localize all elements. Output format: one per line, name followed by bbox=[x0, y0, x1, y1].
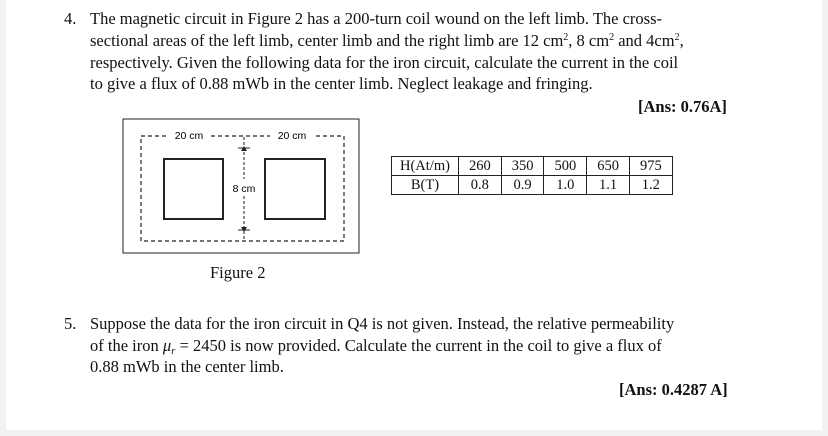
figure-caption: Figure 2 bbox=[210, 263, 266, 282]
right-window bbox=[265, 159, 325, 219]
q4-line2-part-c: and 4cm bbox=[614, 31, 675, 50]
question-4-answer: [Ans: 0.76A] bbox=[638, 97, 727, 116]
table-row-h bbox=[392, 157, 673, 176]
table-cell-b-1: 0.8 bbox=[458, 176, 501, 195]
question-5-line-2 bbox=[90, 336, 662, 357]
superscript-2: 2 bbox=[674, 32, 680, 43]
dim-label-right: 20 cm bbox=[277, 130, 307, 142]
superscript-2: 2 bbox=[609, 32, 615, 43]
mu-subscript: r bbox=[171, 345, 176, 357]
question-4-line-3: respectively. Given the following data for the iron circuit, calculate the current in the coil bbox=[90, 53, 679, 72]
q4-line2-part-d: , bbox=[679, 31, 684, 50]
table-cell-h-1: 260 bbox=[458, 157, 501, 176]
table-cell-h-3: 500 bbox=[544, 157, 587, 176]
q4-line2-part-b: , 8 cm bbox=[568, 31, 610, 50]
question-5-line-1: Suppose the data for the iron circuit in Q4 is not given. Instead, the relative permeability bbox=[90, 314, 675, 333]
bh-data-table bbox=[391, 156, 673, 195]
question-5-answer: [Ans: 0.4287 A] bbox=[619, 380, 728, 399]
table-cell-b-label: B(T) bbox=[392, 176, 459, 195]
q4-line2-part-a: sectional areas of the left limb, center limb and the right limb are 12 cm bbox=[90, 31, 564, 50]
table-cell-h-label: H(At/m) bbox=[392, 157, 459, 176]
dim-label-center: 8 cm bbox=[232, 183, 256, 195]
table-cell-h-2: 350 bbox=[501, 157, 544, 176]
table-cell-h-4: 650 bbox=[587, 157, 630, 176]
table-cell-b-4: 1.1 bbox=[587, 176, 630, 195]
question-4-line-1: The magnetic circuit in Figure 2 has a 200-turn coil wound on the left limb. The cross- bbox=[90, 9, 663, 28]
question-5-number: 5. bbox=[64, 314, 77, 333]
question-4-number: 4. bbox=[64, 9, 77, 28]
table-cell-b-3: 1.0 bbox=[544, 176, 587, 195]
question-4-line-4: to give a flux of 0.88 mWb in the center limb. Neglect leakage and fringing. bbox=[90, 74, 593, 93]
table-row-b bbox=[392, 176, 673, 195]
dim-label-left: 20 cm bbox=[174, 130, 204, 142]
superscript-2: 2 bbox=[563, 32, 569, 43]
q5-line2-part-a: of the iron bbox=[90, 336, 163, 355]
question-5-line-3: 0.88 mWb in the center limb. bbox=[90, 357, 284, 376]
table-cell-b-5: 1.2 bbox=[629, 176, 672, 195]
mu-symbol: μ bbox=[162, 336, 172, 355]
table-cell-b-2: 0.9 bbox=[501, 176, 544, 195]
magnetic-circuit-figure bbox=[6, 0, 822, 300]
left-window bbox=[164, 159, 223, 219]
table-cell-h-5: 975 bbox=[629, 157, 672, 176]
q5-line2-part-b: = 2450 is now provided. Calculate the current in the coil to give a flux of bbox=[175, 336, 662, 355]
paper-sheet bbox=[6, 0, 822, 430]
